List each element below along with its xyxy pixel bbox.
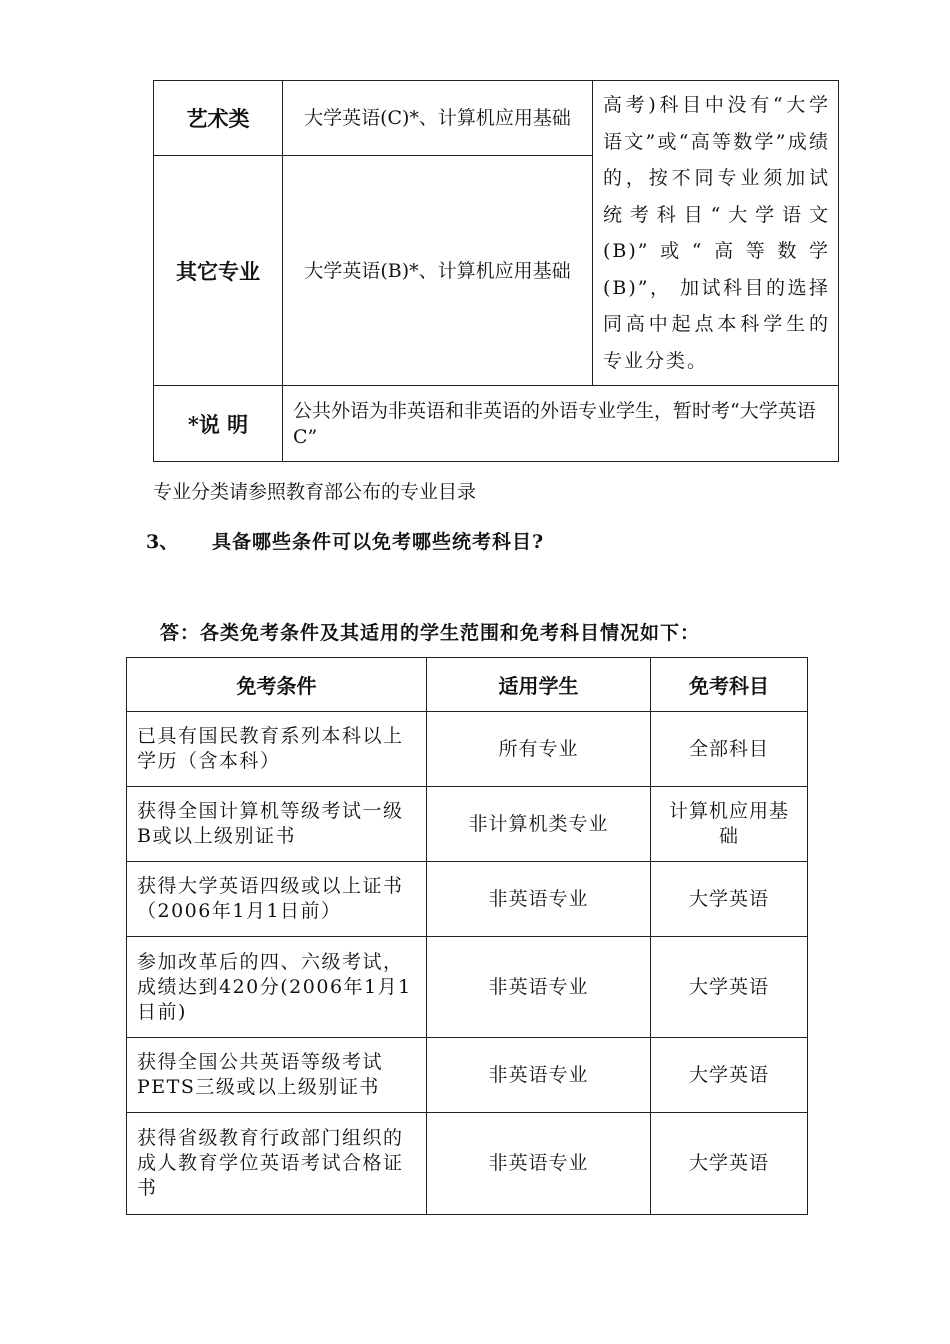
category-cell: 艺术类 (154, 81, 283, 156)
question-text: 具备哪些条件可以免考哪些统考科目? (212, 531, 545, 553)
question-number: 3、 (146, 531, 179, 553)
table-row (154, 386, 839, 462)
column-header: 适用学生 (427, 658, 651, 712)
students-cell: 非英语专业 (427, 862, 651, 937)
students-cell: 所有专业 (427, 712, 651, 787)
exempt-subject-cell: 大学英语 (651, 1113, 808, 1215)
table-row (127, 937, 808, 1038)
exempt-subject-cell: 大学英语 (651, 937, 808, 1038)
students-cell: 非英语专业 (427, 937, 651, 1038)
answer-intro: 答：各类免考条件及其适用的学生范围和免考科目情况如下： (160, 622, 701, 644)
table-header-row (127, 658, 808, 712)
column-header: 免考条件 (127, 658, 427, 712)
explain-label: *说 明 (154, 386, 283, 462)
table-row (127, 862, 808, 937)
table-row (127, 787, 808, 862)
explain-text: 公共外语为非英语和非英语的外语专业学生，暂时考“大学英语C” (283, 386, 839, 462)
table-row (127, 1038, 808, 1113)
students-cell: 非英语专业 (427, 1038, 651, 1113)
condition-cell: 获得全国计算机等级考试一级B或以上级别证书 (127, 787, 427, 862)
category-cell: 其它专业 (154, 156, 283, 386)
condition-cell: 参加改革后的四、六级考试，成绩达到420分(2006年1月1日前) (127, 937, 427, 1038)
students-cell: 非计算机类专业 (427, 787, 651, 862)
students-cell: 非英语专业 (427, 1113, 651, 1215)
exempt-subject-cell: 大学英语 (651, 1038, 808, 1113)
exemption-table (126, 657, 808, 1215)
subjects-cell: 大学英语(C)*、计算机应用基础 (283, 81, 593, 156)
subject-table (153, 80, 839, 462)
exempt-subject-cell: 计算机应用基础 (651, 787, 808, 862)
table-row (127, 712, 808, 787)
condition-cell: 获得省级教育行政部门组织的成人教育学位英语考试合格证书 (127, 1113, 427, 1215)
condition-cell: 获得全国公共英语等级考试PETS三级或以上级别证书 (127, 1038, 427, 1113)
table-row (154, 81, 839, 156)
table-row (127, 1113, 808, 1215)
major-note: 专业分类请参照教育部公布的专业目录 (153, 481, 477, 503)
exempt-subject-cell: 大学英语 (651, 862, 808, 937)
exempt-subject-cell: 全部科目 (651, 712, 808, 787)
condition-cell: 获得大学英语四级或以上证书（2006年1月1日前） (127, 862, 427, 937)
note-cell: 高考)科目中没有“大学语文”或“高等数学”成绩的，按不同专业须加试统考科目“大学语文(B)”或“高等数学(B)”， 加试科目的选择同高中起点本科学生的专业分类。 (593, 81, 839, 386)
subjects-cell: 大学英语(B)*、计算机应用基础 (283, 156, 593, 386)
column-header: 免考科目 (651, 658, 808, 712)
condition-cell: 已具有国民教育系列本科以上学历（含本科） (127, 712, 427, 787)
